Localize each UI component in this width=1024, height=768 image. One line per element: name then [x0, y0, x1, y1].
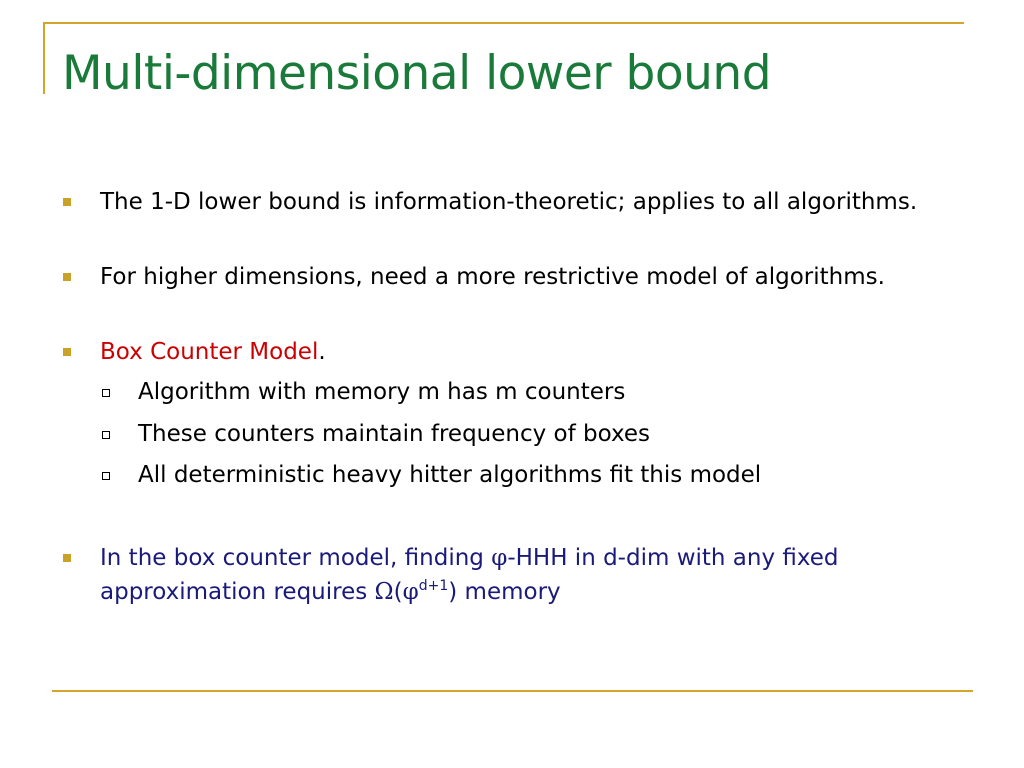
- phi-symbol: φ: [491, 545, 508, 571]
- sub-bullet-3-text: All deterministic heavy hitter algorithms fit this model: [138, 462, 762, 488]
- conclusion-bullet: [100, 541, 930, 609]
- exponent: d+1: [418, 578, 449, 594]
- omega-symbol: Ω: [374, 579, 394, 605]
- conclusion-part1: In the box counter model, finding: [100, 545, 492, 571]
- square-bullet-icon: [63, 554, 71, 562]
- sub-bullet-2: [138, 417, 650, 451]
- bullet-2-text: For higher dimensions, need a more restrictive model of algorithms.: [100, 264, 885, 290]
- sub-bullet-1-text: Algorithm with memory m has m counters: [138, 379, 626, 405]
- bullet-1: [100, 185, 920, 219]
- square-bullet-icon: [63, 348, 71, 356]
- phi-symbol-2: φ: [402, 579, 419, 605]
- box-counter-model-label: Box Counter Model: [100, 339, 319, 365]
- slide-title: Multi-dimensional lower bound: [62, 46, 772, 101]
- bottom-rule: [52, 690, 973, 692]
- conclusion-part2: -HHH in d-dim with any fixed approximation requires: [100, 545, 839, 605]
- sub-bullet-2-text: These counters maintain frequency of boxes: [138, 421, 651, 447]
- hollow-square-bullet-icon: [102, 472, 110, 480]
- bullet-3-suffix: .: [318, 339, 326, 365]
- conclusion-part3: ) memory: [448, 579, 561, 605]
- bullet-2: [100, 260, 900, 294]
- sub-bullet-3: [138, 458, 761, 492]
- hollow-square-bullet-icon: [102, 389, 110, 397]
- hollow-square-bullet-icon: [102, 431, 110, 439]
- open-paren: (: [393, 579, 403, 605]
- bullet-3: [100, 335, 900, 369]
- sub-bullet-1: [138, 375, 625, 409]
- square-bullet-icon: [63, 198, 71, 206]
- square-bullet-icon: [63, 273, 71, 281]
- bullet-1-text: The 1-D lower bound is information-theoretic; applies to all algorithms.: [100, 189, 918, 215]
